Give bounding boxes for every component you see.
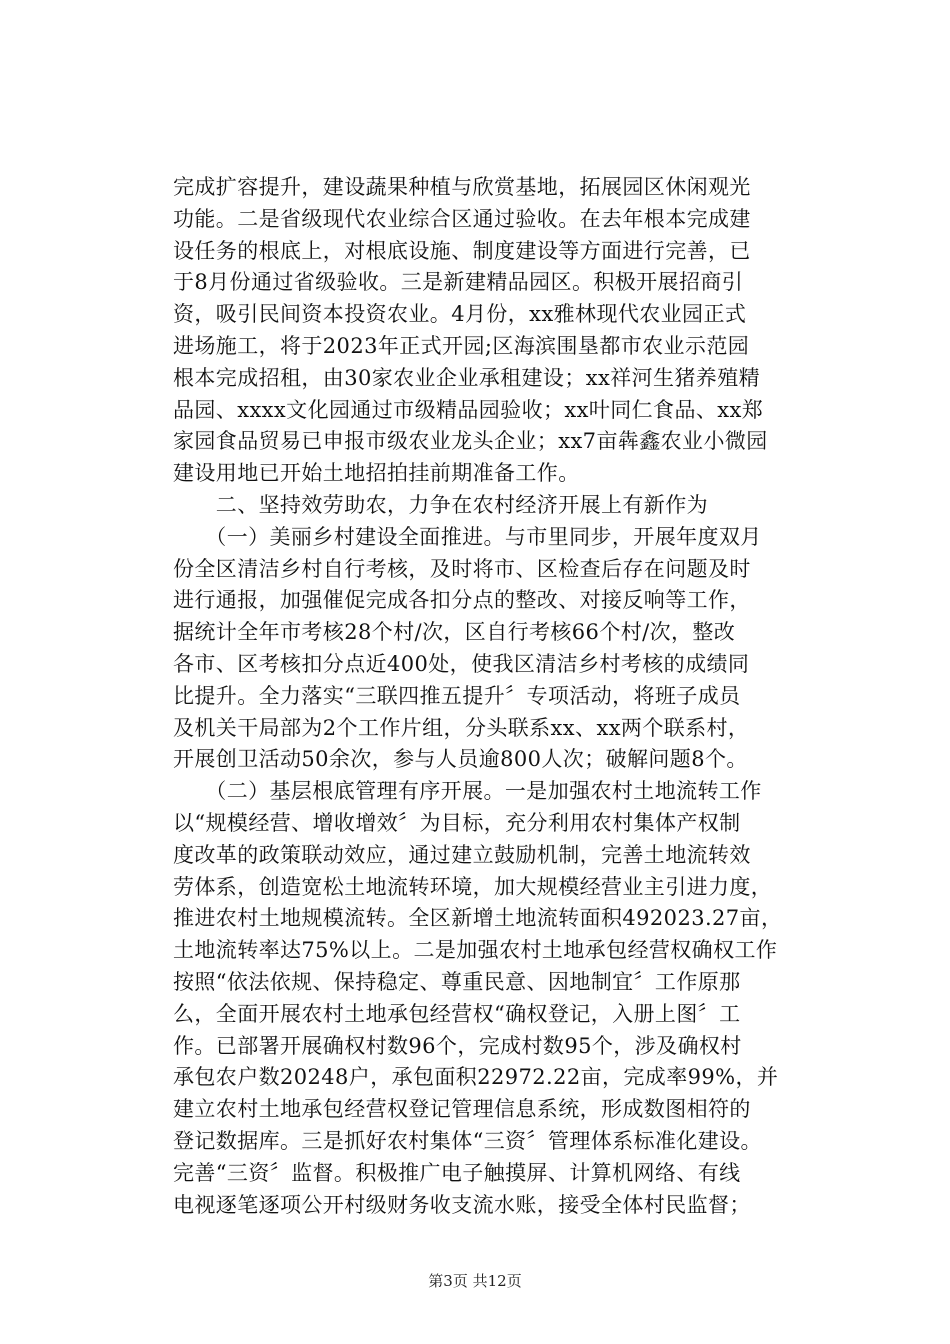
text-line-19: 开展创卫活动50余次，参与人员逾800人次；破解问题8个。: [173, 747, 748, 772]
text-line-26: 按照“依法依规、保持稳定、尊重民意、因地制宜〞工作原那: [173, 969, 741, 994]
text-line-7: 根本完成招租，由30家农业企业承租建设；xx祥河生猪养殖精: [173, 365, 761, 390]
text-line-8: 品园、xxxx文化园通过市级精品园验收；xx叶同仁食品、xx郑: [173, 397, 764, 422]
text-line-2: 功能。二是省级现代农业综合区通过验收。在去年根本完成建: [173, 206, 751, 231]
text-line-22: 度改革的政策联动效应，通过建立鼓励机制，完善土地流转效: [173, 842, 751, 867]
text-line-31: 登记数据库。三是抓好农村集体“三资〞管理体系标准化建设。: [173, 1128, 762, 1153]
text-line-30: 建立农村土地承包经营权登记管理信息系统，形成数图相符的: [173, 1097, 751, 1122]
text-line-33: 电视逐笔逐项公开村级财务收支流水账，接受全体村民监督；: [173, 1192, 751, 1217]
page-number-footer: 第3页 共12页: [428, 1272, 522, 1290]
text-line-3: 设任务的根底上，对根底设施、制度建设等方面进行完善，已: [173, 238, 751, 263]
body-text: [173, 172, 833, 1221]
text-line-20: （二）基层根底管理有序开展。一是加强农村土地流转工作: [173, 779, 762, 804]
text-line-23: 劳体系，创造宽松土地流转环境，加大规模经营业主引进力度，: [173, 874, 773, 899]
text-line-4: 于8月份通过省级验收。三是新建精品园区。积极开展招商引: [173, 270, 744, 295]
text-line-6: 进场施工，将于2023年正式开园;区海滨围垦都市农业示范园: [173, 333, 750, 358]
text-line-21: 以“规模经营、增收增效〞为目标，充分利用农村集体产权制: [173, 810, 741, 835]
text-line-15: 据统计全年市考核28个村/次，区自行考核66个村/次，整改: [173, 620, 736, 645]
text-line-5: 资，吸引民间资本投资农业。4月份，xx雅林现代农业园正式: [173, 302, 747, 327]
text-line-1: 完成扩容提升，建设蔬果种植与欣赏基地，拓展园区休闲观光: [173, 175, 751, 199]
text-line-17: 比提升。全力落实“三联四推五提升〞专项活动，将班子成员: [173, 683, 741, 708]
text-line-16: 各市、区考核扣分点近400处，使我区清洁乡村考核的成绩同: [173, 651, 750, 676]
text-line-10: 建设用地已开始土地招拍挂前期准备工作。: [173, 461, 580, 486]
text-line-18: 及机关干局部为2个工作片组，分头联系xx、xx两个联系村，: [173, 715, 750, 740]
text-line-14: 进行通报，加强催促完成各扣分点的整改、对接反响等工作，: [173, 588, 751, 613]
section-heading-2: 二、坚持效劳助农，力争在农村经济开展上有新作为: [173, 492, 708, 517]
text-line-13: 份全区清洁乡村自行考核，及时将市、区检查后存在问题及时: [173, 556, 751, 581]
text-line-27: 么，全面开展农村土地承包经营权“确权登记，入册上图〞工: [173, 1001, 741, 1026]
text-line-24: 推进农村土地规模流转。全区新增土地流转面积492023.27亩，: [173, 906, 783, 931]
text-line-25: 土地流转率达75%以上。二是加强农村土地承包经营权确权工作: [173, 938, 778, 963]
text-line-29: 承包农户数20248户，承包面积22972.22亩，完成率99%，并: [173, 1065, 779, 1090]
text-line-9: 家园食品贸易已申报市级农业龙头企业；xx7亩犇鑫农业小微园: [173, 429, 768, 454]
text-line-28: 作。已部署开展确权村数96个，完成村数95个，涉及确权村: [173, 1033, 742, 1058]
text-line-12: （一）美丽乡村建设全面推进。与市里同步，开展年度双月: [173, 524, 762, 549]
text-line-32: 完善“三资〞监督。积极推广电子触摸屏、计算机网络、有线: [173, 1160, 741, 1185]
